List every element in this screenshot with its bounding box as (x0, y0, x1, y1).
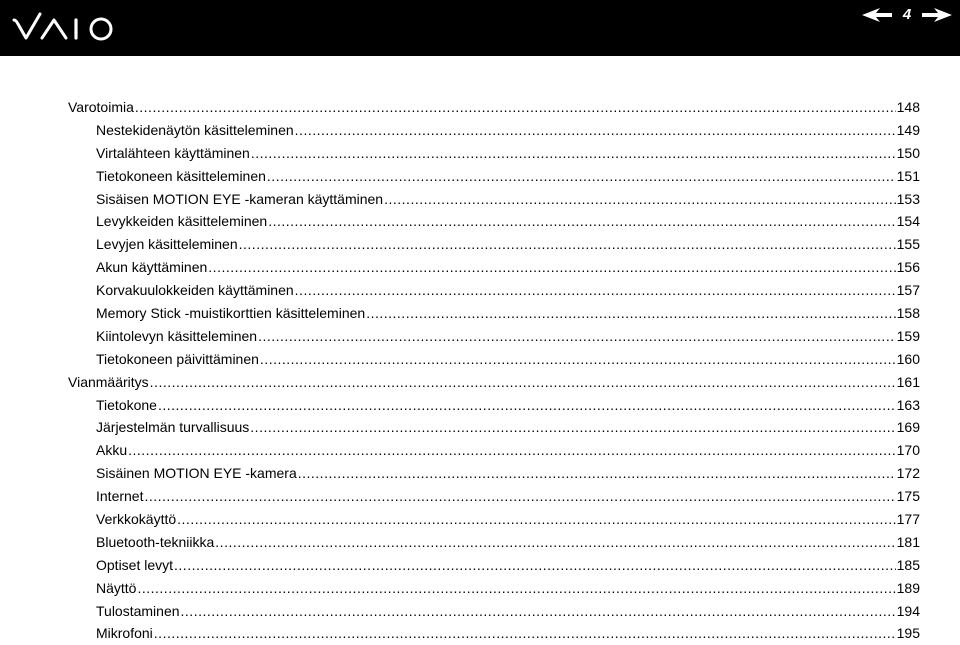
toc-entry[interactable] (0, 165, 960, 188)
toc-entry-row (96, 302, 920, 325)
toc-entry[interactable] (0, 416, 960, 439)
toc-entry-title[interactable]: Järjestelmän turvallisuus (96, 419, 250, 436)
toc-entry-title[interactable]: Tulostaminen (96, 602, 180, 619)
toc-entry[interactable] (0, 96, 960, 119)
dot-leader (267, 165, 896, 188)
toc-entry-title[interactable]: Sisäinen MOTION EYE -kamera (96, 465, 297, 482)
toc-entry[interactable] (0, 371, 960, 394)
dot-leader (384, 188, 896, 211)
toc-entry-title[interactable]: Levyjen käsitteleminen (96, 236, 238, 253)
dot-leader (144, 485, 895, 508)
toc-entry[interactable] (0, 302, 960, 325)
toc-entry-row (96, 188, 920, 211)
toc-entry-row (96, 485, 920, 508)
toc-entry-row (96, 416, 920, 439)
arrow-left-icon[interactable] (862, 8, 892, 22)
toc-entry-row (96, 210, 920, 233)
toc-entry-row (96, 439, 920, 462)
toc-entry-page[interactable]: 177 (896, 511, 920, 528)
toc-entry[interactable] (0, 233, 960, 256)
toc-entry-title[interactable]: Näyttö (96, 579, 137, 596)
toc-entry-title[interactable]: Vianmääritys (68, 373, 149, 390)
dot-leader (208, 256, 895, 279)
dot-leader (366, 302, 895, 325)
toc-entry-title[interactable]: Mikrofoni (96, 625, 153, 642)
header-bar (0, 0, 960, 56)
toc-entry-row (96, 554, 920, 577)
toc-entry[interactable] (0, 439, 960, 462)
toc-entry-page[interactable]: 195 (896, 625, 920, 642)
toc-entry-row (96, 325, 920, 348)
toc-entry-title[interactable]: Levykkeiden käsitteleminen (96, 213, 268, 230)
toc-entry[interactable] (0, 348, 960, 371)
toc-entry-row (68, 371, 920, 394)
toc-entry-row (96, 462, 920, 485)
toc-entry-row (68, 96, 920, 119)
dot-leader (128, 439, 896, 462)
dot-leader (177, 508, 895, 531)
toc-entry[interactable] (0, 188, 960, 211)
toc-entry-row (96, 348, 920, 371)
toc-entry-page[interactable]: 169 (896, 419, 920, 436)
toc-entry-row (96, 531, 920, 554)
toc-entry-title[interactable]: Nestekidenäytön käsitteleminen (96, 121, 294, 138)
toc-entry[interactable] (0, 554, 960, 577)
toc-entry-title[interactable]: Varotoimia (68, 99, 134, 115)
toc-entry-page[interactable]: 161 (896, 373, 920, 390)
toc-entry[interactable] (0, 325, 960, 348)
toc-entry[interactable] (0, 210, 960, 233)
dot-leader (250, 416, 895, 439)
toc-entry[interactable] (0, 600, 960, 623)
toc-entry-page[interactable]: 154 (896, 213, 920, 230)
toc-entry-page[interactable]: 155 (896, 236, 920, 253)
toc-entry-page[interactable]: 150 (896, 144, 920, 161)
toc-entry[interactable] (0, 119, 960, 142)
toc-entry-title[interactable]: Tietokoneen päivittäminen (96, 350, 259, 367)
toc-entry-page[interactable]: 160 (896, 350, 920, 367)
toc-entry-title[interactable]: Sisäisen MOTION EYE -kameran käyttäminen (96, 190, 384, 207)
toc-entry-row (96, 577, 920, 600)
page-number: 4 (902, 6, 912, 23)
toc-entry[interactable] (0, 531, 960, 554)
dot-leader (158, 394, 896, 417)
toc-entry[interactable] (0, 394, 960, 417)
dot-leader (154, 622, 896, 645)
dot-leader (295, 119, 896, 142)
dot-leader (215, 531, 895, 554)
dot-leader (150, 371, 896, 394)
toc-entry-row (96, 142, 920, 165)
toc-entry-page[interactable]: 153 (896, 190, 920, 207)
toc-entry-title[interactable]: Akku (96, 442, 128, 459)
dot-leader (174, 554, 896, 577)
dot-leader (268, 210, 895, 233)
page-navigation (862, 6, 952, 24)
toc-entry[interactable] (0, 485, 960, 508)
toc-entry-title[interactable]: Kiintolevyn käsitteleminen (96, 327, 258, 344)
dot-leader (251, 142, 896, 165)
toc-entry-row (96, 256, 920, 279)
toc-entry-page[interactable]: 170 (896, 442, 920, 459)
toc-entry-title[interactable]: Internet (96, 488, 144, 505)
dot-leader (135, 96, 896, 119)
toc-entry-row (96, 508, 920, 531)
toc-entry-title[interactable]: Bluetooth-tekniikka (96, 533, 215, 550)
dot-leader (137, 577, 895, 600)
dot-leader (239, 233, 896, 256)
table-of-contents (0, 96, 960, 645)
toc-entry-row (96, 622, 920, 645)
toc-entry-row (96, 600, 920, 623)
toc-entry-page[interactable]: 181 (896, 533, 920, 550)
toc-entry-row (96, 165, 920, 188)
toc-entry-page[interactable]: 163 (896, 396, 920, 413)
toc-entry[interactable] (0, 462, 960, 485)
toc-entry-title[interactable]: Korvakuulokkeiden käyttäminen (96, 282, 294, 299)
toc-entry-title[interactable]: Memory Stick -muistikorttien käsitteleminen (96, 305, 366, 322)
toc-entry-page[interactable]: 172 (896, 465, 920, 482)
toc-entry-page[interactable]: 159 (896, 327, 920, 344)
toc-entry-row (96, 233, 920, 256)
toc-entry[interactable] (0, 279, 960, 302)
arrow-right-icon[interactable] (922, 8, 952, 22)
toc-entry-title[interactable]: Tietokoneen käsitteleminen (96, 167, 266, 184)
toc-entry[interactable] (0, 142, 960, 165)
toc-entry[interactable] (0, 508, 960, 531)
toc-entry-title[interactable]: Akun käyttäminen (96, 259, 208, 276)
vaio-logo (12, 10, 122, 44)
toc-entry[interactable] (0, 577, 960, 600)
dot-leader (258, 325, 896, 348)
toc-entry-title[interactable]: Verkkokäyttö (96, 511, 177, 528)
dot-leader (181, 600, 896, 623)
toc-entry[interactable] (0, 622, 960, 645)
toc-entry[interactable] (0, 256, 960, 279)
toc-entry-page[interactable]: 194 (896, 602, 920, 619)
toc-entry-page[interactable]: 148 (896, 99, 920, 115)
dot-leader (298, 462, 896, 485)
dot-leader (260, 348, 896, 371)
toc-entry-row (96, 279, 920, 302)
toc-entry-page[interactable]: 151 (896, 167, 920, 184)
toc-entry-row (96, 394, 920, 417)
toc-entry-title[interactable]: Optiset levyt (96, 556, 174, 573)
toc-entry-page[interactable]: 189 (896, 579, 920, 596)
toc-entry-page[interactable]: 157 (896, 282, 920, 299)
toc-entry-page[interactable]: 158 (896, 305, 920, 322)
toc-entry-title[interactable]: Tietokone (96, 396, 157, 413)
toc-entry-row (96, 119, 920, 142)
toc-entry-page[interactable]: 185 (896, 556, 920, 573)
toc-entry-page[interactable]: 175 (896, 488, 920, 505)
toc-entry-title[interactable]: Virtalähteen käyttäminen (96, 144, 250, 161)
toc-entry-page[interactable]: 149 (896, 121, 920, 138)
dot-leader (295, 279, 896, 302)
toc-entry-page[interactable]: 156 (896, 259, 920, 276)
